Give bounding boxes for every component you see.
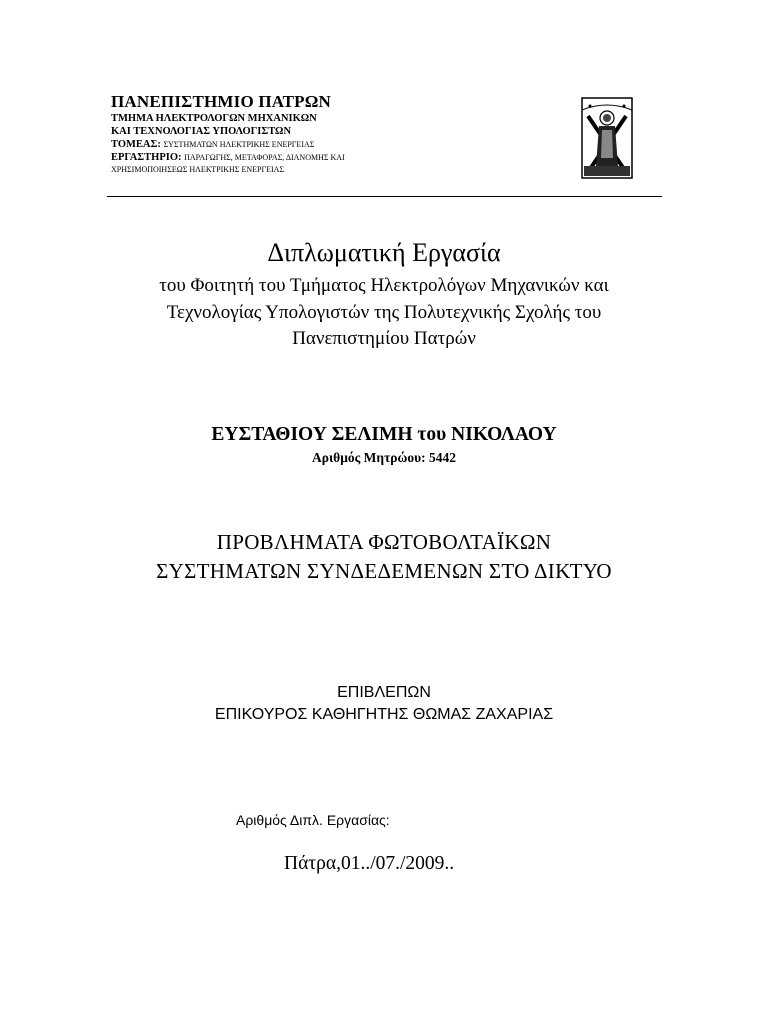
department-line-2: ΚΑΙ ΤΕΧΝΟΛΟΓΙΑΣ ΥΠΟΛΟΓΙΣΤΩΝ bbox=[111, 126, 292, 137]
author-name: ΕΥΣΤΑΘΙΟΥ ΣΕΛΙΜΗ του ΝΙΚΟΛΑΟΥ bbox=[211, 424, 557, 445]
sector-line bbox=[111, 138, 571, 151]
lab-value-line-2: ΧΡΗΣΙΜΟΠΟΙΗΣΕΩΣ ΗΛΕΚΤΡΙΚΗΣ ΕΝΕΡΓΕΙΑΣ bbox=[111, 165, 285, 174]
header-divider bbox=[107, 196, 662, 197]
thesis-title-line: ΣΥΣΤΗΜΑΤΩΝ ΣΥΝΔΕΔΕΜΕΝΩΝ ΣΤΟ ΔΙΚΤΥΟ bbox=[156, 559, 612, 583]
sector-value: ΣΥΣΤΗΜΑΤΩΝ ΗΛΕΚΤΡΙΚΗΣ ΕΝΕΡΓΕΙΑΣ bbox=[163, 140, 315, 149]
lab-label: ΕΡΓΑΣΤΗΡΙΟ: bbox=[111, 152, 182, 163]
subtitle-line: Πανεπιστημίου Πατρών bbox=[292, 328, 476, 349]
subtitle bbox=[0, 273, 768, 353]
subtitle-line: Τεχνολογίας Υπολογιστών της Πολυτεχνικής Σχολής του bbox=[166, 301, 602, 323]
university-name: ΠΑΝΕΠΙΣΤΗΜΙΟ ΠΑΤΡΩΝ bbox=[111, 92, 332, 111]
supervisor-label: ΕΠΙΒΛΕΠΩΝ bbox=[337, 684, 431, 701]
department-line-1: ΤΜΗΜΑ ΗΛΕΚΤΡΟΛΟΓΩΝ ΜΗΧΑΝΙΚΩΝ bbox=[111, 113, 317, 124]
supervisor-name: ΕΠΙΚΟΥΡΟΣ ΚΑΘΗΓΗΤΗΣ ΘΩΜΑΣ ΖΑΧΑΡΙΑΣ bbox=[214, 706, 554, 723]
registration-number: Αριθμός Μητρώου: 5442 bbox=[311, 450, 457, 465]
thesis-number-label: Αριθμός Διπλ. Εργασίας: bbox=[236, 812, 390, 828]
place-date: Πάτρα,01../07./2009.. bbox=[284, 853, 455, 874]
thesis-title-line: ΠΡΟΒΛΗΜΑΤΑ ΦΩΤΟΒΟΛΤΑΪΚΩΝ bbox=[216, 530, 552, 554]
lab-line bbox=[111, 151, 571, 164]
sector-label: ΤΟΜΕΑΣ: bbox=[111, 139, 161, 150]
document-title: Διπλωματική Εργασία bbox=[267, 238, 501, 267]
institution-header bbox=[111, 92, 571, 176]
subtitle-line: του Φοιτητή του Τμήματος Ηλεκτρολόγων Μηχανικών και bbox=[159, 275, 609, 296]
university-seal-icon bbox=[580, 96, 634, 180]
thesis-title bbox=[0, 528, 768, 586]
lab-value-line-1: ΠΑΡΑΓΩΓΗΣ, ΜΕΤΑΦΟΡΑΣ, ΔΙΑΝΟΜΗΣ ΚΑΙ bbox=[184, 153, 345, 162]
